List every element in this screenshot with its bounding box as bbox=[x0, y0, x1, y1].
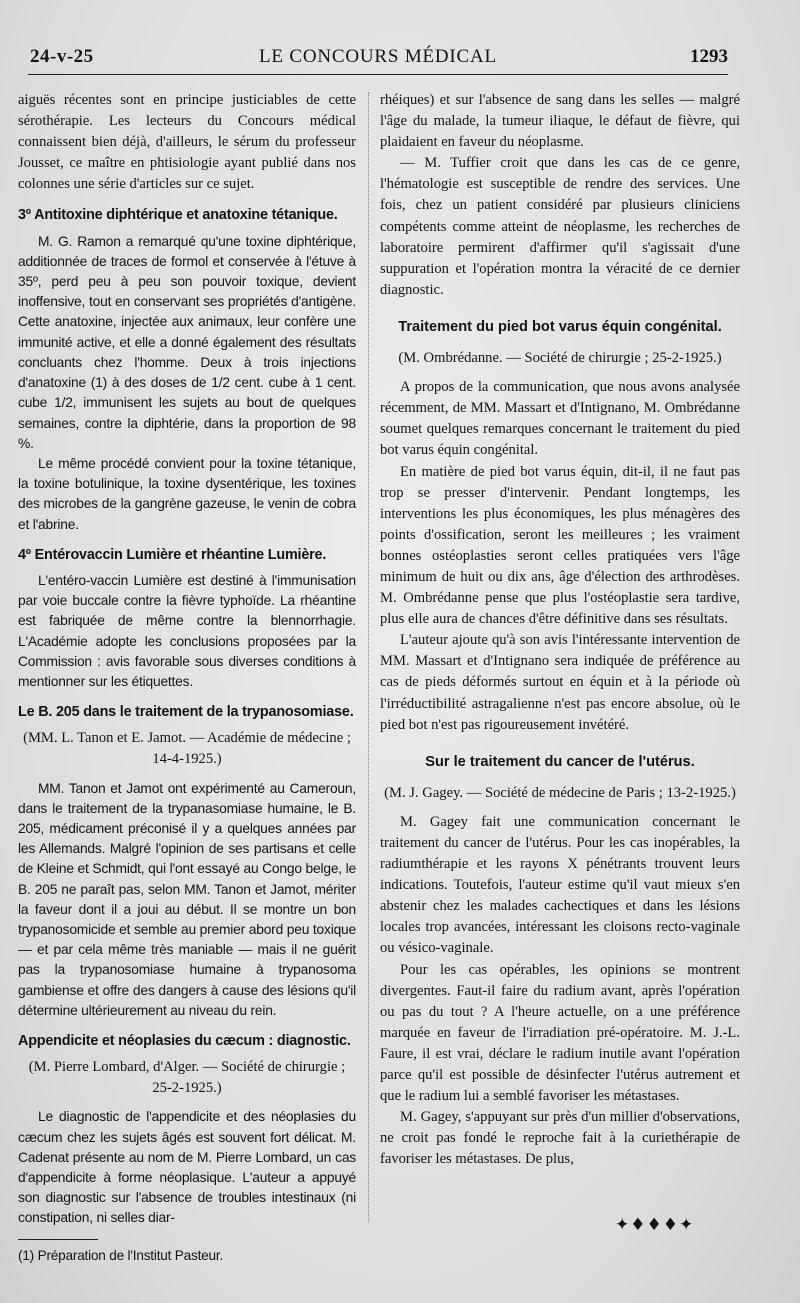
paragraph: Pour les cas opérables, les opinions se montrent divergentes. Faut-il faire du radium avant, après l'opération ou pas du tout ? A l'heure actuelle, on a une préférence marquée en faveur de l'irradiation pré-opératoire. M. J.-L. Faure, il est vrai, déclare le radium inutile avant l'opération parce qu'il est possible de désinfecter l'utérus autrement et que le radium lui a semblé favoriser les métastases. bbox=[380, 961, 740, 1105]
footnote-rule bbox=[18, 1239, 98, 1240]
paragraph: M. Gagey fait une communication concernant le traitement du cancer de l'utérus. Pour les cas inopérables, la radiumthérapie et les rayons X pénétrants trouvent leurs indications. Toutefois, l'auteur estime qu'il vaut mieux s'en abstenir chez les malades cachectiques et dans les lésions locales trop avancées, intéressant les cloisons recto-vaginale ou vésico-vaginale. bbox=[380, 813, 740, 957]
journal-title: LE CONCOURS MÉDICAL bbox=[259, 46, 497, 67]
paragraph: — M. Tuffier croit que dans les cas de ce genre, l'hématologie est susceptible de rendre des services. Une fois, chez un patient considéré par plusieurs cliniciens compétents comme atteint de néoplasme, les recherches de laboratoire permirent d'affirmer qu'il s'agissait d'une suppuration et l'opération montra la véracité de ce dernier diagnostic. bbox=[380, 155, 740, 298]
issue-date: 24-v-25 bbox=[30, 46, 94, 67]
reference-citation: (M. Pierre Lombard, d'Alger. — Société de chirurgie ; 25-2-1925.) bbox=[28, 1059, 346, 1097]
section-heading: Sur le traitement du cancer de l'utérus. bbox=[425, 753, 695, 770]
section-heading: Le B. 205 dans le traitement de la trypanosomiase. bbox=[18, 704, 354, 721]
end-ornament: ✦♦♦♦✦ bbox=[615, 1215, 695, 1235]
paragraph: En matière de pied bot varus équin, dit-il, il ne faut pas trop se presser d'intervenir. Pendant longtemps, les interventions les plus économiques, les plus ménagères des points d'ossification, seront les meilleures ; les vraiment bonnes ostéoplasties seront celles pratiquées vers l'âge minimum de huit ou dix ans, âge d'élection des arthrodèses. M. Ombrédanne pense que plus l'ostéoplastie sera tardive, plus elle aura de chances d'être définitive dans ses résultats. bbox=[380, 463, 740, 628]
footnote: (1) Préparation de l'Institut Pasteur. bbox=[18, 1247, 224, 1263]
column-divider bbox=[368, 92, 369, 1222]
page-number: 1293 bbox=[690, 46, 728, 67]
paragraph: aiguës récentes sont en principe justiciables de cette sérothérapie. Les lecteurs du Concours médical connaissent bien déjà, d'ailleurs, le sérum du professeur Jousset, ce maître en phtisiologie ayant publié dans nos colonnes une série d'articles sur ce sujet. bbox=[18, 92, 356, 193]
section-heading: 4º Entérovaccin Lumière et rhéantine Lumière. bbox=[18, 546, 327, 563]
paragraph: L'entéro-vaccin Lumière est destiné à l'immunisation par voie buccale contre la fièvre typhoïde. La rhéantine est fabriquée de même contre la blennorrhagie. L'Académie adopte les conclusions proposées par la Commission : avis favorable sous diverses conditions à mentionner sur les étiquettes. bbox=[18, 572, 356, 689]
reference-citation: (M. Ombrédanne. — Société de chirurgie ; 25-2-1925.) bbox=[398, 350, 722, 367]
paragraph: rhéiques) et sur l'absence de sang dans les selles — malgré l'âge du malade, la tumeur iliaque, le défaut de fièvre, qui plaidaient en faveur du néoplasme. bbox=[380, 92, 740, 151]
paragraph: A propos de la communication, que nous avons analysée récemment, de MM. Massart et d'Intignano, M. Ombrédanne soumet quelques remarques concernant le traitement du pied bot varus équin congénital. bbox=[380, 379, 740, 459]
paragraph: Le même procédé convient pour la toxine tétanique, la toxine botulinique, la toxine dysentérique, les toxines des microbes de la gangrène gazeuse, le venin de cobra et l'abrine. bbox=[18, 455, 356, 532]
page-header bbox=[28, 44, 728, 75]
left-column bbox=[18, 90, 356, 1266]
paragraph: Le diagnostic de l'appendicite et des néoplasies du cæcum chez les sujets âgés est souvent fort délicat. M. Cadenat présente au nom de M. Pierre Lombard, un cas d'appendicite à forme néoplasique. L'auteur a appuyé son diagnostic sur l'absence de troubles intestinaux (ni constipation, ni selles diar- bbox=[18, 1109, 356, 1226]
paragraph: M. G. Ramon a remarqué qu'une toxine diphtérique, additionnée de traces de formol et conservée à l'étuve à 35º, perd peu à peu son pouvoir toxique, devient inoffensive, tout en conservant ses propriétés d'antigène. Cette anatoxine, injectée aux animaux, leur confère une immunité active, et elle a donné également des résultats concluants chez l'homme. Deux à trois injections d'anatoxine (1) à des doses de 1/2 cent. cube à 1 cent. cube 1/2, immunisent les sujets au bout de quelques semaines, contre la diphtérie, dans la proportion de 98 %. bbox=[18, 233, 356, 451]
right-column bbox=[380, 90, 740, 1171]
reference-citation: (MM. L. Tanon et E. Jamot. — Académie de médecine ; 14-4-1925.) bbox=[23, 730, 351, 768]
section-heading: 3º Antitoxine diphtérique et anatoxine tétanique. bbox=[18, 207, 338, 224]
section-heading: Traitement du pied bot varus équin congénital. bbox=[398, 318, 722, 335]
paragraph: L'auteur ajoute qu'à son avis l'intéressante intervention de MM. Massart et d'Intignano sera indiquée de préférence au cas de pieds déformés surtout en équin et à la période où l'irréductibilité astragalienne n'est pas encore absolue, où le pied bot n'est pas rigoureusement invétéré. bbox=[380, 632, 740, 733]
paragraph: MM. Tanon et Jamot ont expérimenté au Cameroun, dans le traitement de la trypanasomiase humaine, le B. 205, médicament préconisé il y a quelques années par les Allemands. Malgré l'opinion de ses partisans et celle de Kleine et Schmidt, qui l'ont essayé au Congo belge, le B. 205 ne paraît pas, selon MM. Tanon et Jamot, mériter la faveur dont il a joui au début. Il se montre un bon trypanosomicide et semble au premier abord peu toxique — et par cela même très maniable — mais il ne guérit pas la trypanosomiase humaine à trypanosoma gambiense et offre des dangers à cause des lésions qu'il détermine ultérieurement au niveau du rein. bbox=[18, 780, 356, 1018]
reference-citation: (M. J. Gagey. — Société de médecine de Paris ; 13-2-1925.) bbox=[384, 784, 736, 801]
section-heading: Appendicite et néoplasies du cæcum : diagnostic. bbox=[18, 1032, 351, 1049]
paragraph: M. Gagey, s'appuyant sur près d'un millier d'observations, ne croit pas fondé le reproche fait à la curiethérapie de favoriser les métastases. De plus, bbox=[380, 1109, 740, 1168]
